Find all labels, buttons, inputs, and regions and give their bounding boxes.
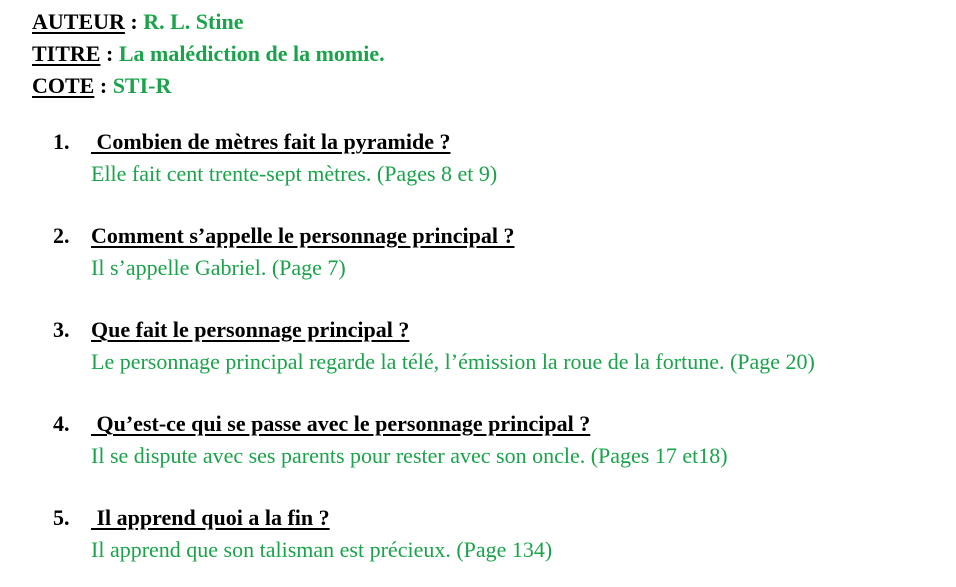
title-value: La malédiction de la momie. xyxy=(118,41,385,66)
question-item-1 xyxy=(0,126,956,190)
question-number: 4. xyxy=(53,411,70,436)
question-item-3 xyxy=(0,314,956,378)
title-label: TITRE xyxy=(32,41,101,66)
answer-text: Il s’appelle Gabriel. (Page 7) xyxy=(91,255,346,280)
author-line xyxy=(32,6,385,38)
question-text: Que fait le personnage principal ? xyxy=(91,317,410,342)
question-number: 1. xyxy=(53,129,70,154)
title-separator: : xyxy=(100,41,119,66)
question-number: 2. xyxy=(53,223,70,248)
question-text: Combien de mètres fait la pyramide ? xyxy=(91,129,451,154)
question-text: Qu’est-ce qui se passe avec le personnage principal ? xyxy=(91,411,591,436)
question-item-4 xyxy=(0,408,956,472)
answer-text: Il se dispute avec ses parents pour rester avec son oncle. (Pages 17 et18) xyxy=(91,443,728,468)
cote-label: COTE xyxy=(32,73,95,98)
author-label: AUTEUR xyxy=(32,9,125,34)
cote-line xyxy=(32,70,385,102)
question-item-5 xyxy=(0,502,956,566)
question-text: Comment s’appelle le personnage principal ? xyxy=(91,223,515,248)
cote-value: STI-R xyxy=(112,73,172,98)
title-line xyxy=(32,38,385,70)
answer-text: Elle fait cent trente-sept mètres. (Pages 8 et 9) xyxy=(91,161,498,186)
answer-text: Le personnage principal regarde la télé, l’émission la roue de la fortune. (Page 20) xyxy=(91,349,815,374)
author-separator: : xyxy=(124,9,144,34)
question-number: 5. xyxy=(53,505,70,530)
book-header xyxy=(32,6,385,102)
question-item-2 xyxy=(0,220,956,284)
answer-text: Il apprend que son talisman est précieux. (Page 134) xyxy=(91,537,553,562)
cote-separator: : xyxy=(94,73,113,98)
author-value: R. L. Stine xyxy=(143,9,244,34)
question-number: 3. xyxy=(53,317,70,342)
question-text: Il apprend quoi a la fin ? xyxy=(91,505,330,530)
